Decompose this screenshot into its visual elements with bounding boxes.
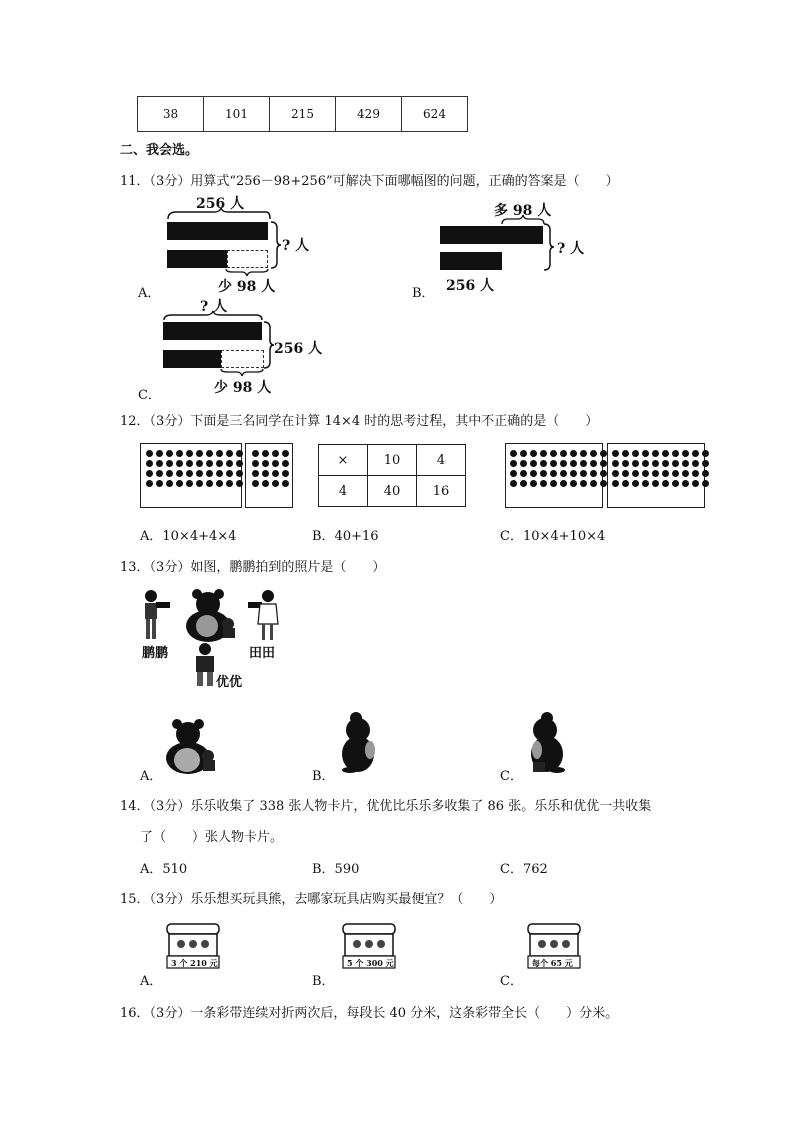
- bear-side-photo-icon: [338, 710, 382, 774]
- dot-icon: [262, 470, 269, 477]
- dot-icon: [682, 470, 689, 477]
- dot-icon: [282, 470, 289, 477]
- dot-icon: [672, 480, 679, 487]
- dot-icon: [570, 450, 577, 457]
- dot-icon: [560, 460, 567, 467]
- dot-icon: [570, 470, 577, 477]
- dot-icon: [510, 480, 517, 487]
- label-question-people: ? 人: [557, 241, 585, 257]
- table-cell: 215: [270, 97, 336, 132]
- dot-icon: [590, 470, 597, 477]
- dot-icon: [166, 460, 173, 467]
- dot-icon: [642, 450, 649, 457]
- dot-icon: [520, 450, 527, 457]
- dot-icon: [272, 460, 279, 467]
- bar-dashed: [227, 250, 268, 268]
- dot-icon: [652, 480, 659, 487]
- option-a-label: A．: [138, 286, 161, 301]
- dot-icon: [272, 480, 279, 487]
- dot-icon: [652, 460, 659, 467]
- table-cell: 4: [417, 445, 466, 476]
- dot-icon: [272, 450, 279, 457]
- bar-dashed: [221, 350, 264, 368]
- bar-top: [440, 226, 543, 244]
- dot-icon: [672, 460, 679, 467]
- label-256-people: 256 人: [446, 278, 495, 294]
- dot-icon: [510, 450, 517, 457]
- shop-c-price: 每个 65 元: [532, 958, 573, 968]
- dot-icon: [530, 450, 537, 457]
- dot-icon: [226, 460, 233, 467]
- dot-icon: [236, 470, 243, 477]
- dot-icon: [206, 450, 213, 457]
- q14-option-c: C．762: [500, 862, 548, 877]
- dot-icon: [702, 480, 709, 487]
- dot-icon: [156, 480, 163, 487]
- bottom-brace-icon: [219, 367, 265, 377]
- label-256-people: 256 人: [196, 196, 245, 212]
- dot-icon: [662, 460, 669, 467]
- q14-stem-line2: 了（ ）张人物卡片。: [140, 830, 284, 845]
- dot-icon: [682, 460, 689, 467]
- dot-icon: [662, 470, 669, 477]
- bar-top: [163, 322, 262, 340]
- dot-icon: [176, 460, 183, 467]
- q13-option-c: C．: [500, 769, 523, 784]
- dot-icon: [196, 460, 203, 467]
- dot-icon: [156, 470, 163, 477]
- dot-icon: [580, 450, 587, 457]
- bar-bottom: [163, 350, 221, 368]
- q15-option-a: A．: [140, 974, 163, 989]
- dot-icon: [590, 480, 597, 487]
- dot-icon: [186, 450, 193, 457]
- multiplication-table: [318, 444, 466, 507]
- dot-icon: [166, 480, 173, 487]
- dot-icon: [176, 480, 183, 487]
- dot-icon: [702, 460, 709, 467]
- dot-icon: [206, 480, 213, 487]
- dot-icon: [682, 480, 689, 487]
- dot-icon: [540, 450, 547, 457]
- q12-option-a: A．10×4+4×4: [140, 529, 237, 544]
- q14-stem-line1: 14．（3分）乐乐收集了 338 张人物卡片，优优比乐乐多收集了 86 张。乐乐和优优一共收集: [120, 799, 652, 814]
- dot-grid-4x4: [245, 443, 293, 508]
- q16-stem: 16．（3分）一条彩带连续对折两次后，每段长 40 分米，这条彩带全长（ ）分米。: [120, 1006, 619, 1021]
- dot-icon: [252, 480, 259, 487]
- dot-icon: [540, 480, 547, 487]
- table-cell: 624: [402, 97, 468, 132]
- dot-icon: [166, 470, 173, 477]
- dot-icon: [642, 460, 649, 467]
- right-brace-icon: [542, 222, 556, 272]
- dot-icon: [252, 450, 259, 457]
- dot-icon: [530, 480, 537, 487]
- dot-icon: [632, 450, 639, 457]
- dot-icon: [216, 470, 223, 477]
- dot-icon: [236, 460, 243, 467]
- name-tiantian: 田田: [249, 646, 276, 661]
- dot-icon: [520, 470, 527, 477]
- dot-icon: [580, 460, 587, 467]
- dot-icon: [590, 460, 597, 467]
- dot-icon: [702, 450, 709, 457]
- dot-icon: [612, 470, 619, 477]
- dot-icon: [662, 480, 669, 487]
- dot-icon: [642, 470, 649, 477]
- shop-a-price: 3 个 210 元: [171, 958, 218, 968]
- dot-icon: [520, 480, 527, 487]
- dot-icon: [642, 480, 649, 487]
- dot-icon: [216, 460, 223, 467]
- top-brace-icon: [166, 207, 276, 221]
- table-cell: 40: [368, 476, 417, 507]
- dot-icon: [196, 480, 203, 487]
- dot-icon: [262, 460, 269, 467]
- dot-icon: [692, 470, 699, 477]
- dot-icon: [540, 470, 547, 477]
- dot-icon: [580, 470, 587, 477]
- dot-icon: [530, 460, 537, 467]
- dot-grid-10x4-b: [607, 443, 705, 508]
- shop-b-price: 5 个 300 元: [347, 958, 394, 968]
- dot-icon: [632, 480, 639, 487]
- q15-option-b: B．: [312, 974, 335, 989]
- dot-icon: [662, 450, 669, 457]
- bar-top: [167, 222, 268, 240]
- label-question-people: ? 人: [200, 299, 228, 315]
- dot-icon: [252, 460, 259, 467]
- bear-back-icon: [183, 588, 239, 642]
- dot-icon: [186, 460, 193, 467]
- dot-icon: [176, 470, 183, 477]
- option-c-label: C．: [138, 388, 161, 403]
- kid-back-icon: [192, 642, 218, 694]
- dot-icon: [166, 450, 173, 457]
- q11-stem: 11．（3分）用算式“256－98+256”可解决下面哪幅图的问题，正确的答案是（ ）: [120, 174, 619, 189]
- dot-icon: [672, 450, 679, 457]
- option-b-label: B．: [412, 286, 435, 301]
- table-cell: 16: [417, 476, 466, 507]
- q15-option-c: C．: [500, 974, 523, 989]
- dot-icon: [600, 450, 607, 457]
- dot-icon: [692, 460, 699, 467]
- dot-icon: [262, 480, 269, 487]
- section-title: 二、我会选。: [120, 143, 199, 158]
- table-cell: 429: [336, 97, 402, 132]
- dot-icon: [530, 470, 537, 477]
- dot-icon: [146, 450, 153, 457]
- q13-stem: 13．（3分）如图，鹏鹏拍到的照片是（ ）: [120, 560, 386, 575]
- table-cell: ×: [319, 445, 368, 476]
- dot-icon: [632, 470, 639, 477]
- name-pengpeng: 鹏鹏: [142, 646, 169, 661]
- dot-icon: [550, 450, 557, 457]
- dot-icon: [216, 450, 223, 457]
- label-less-98: 少 98 人: [214, 380, 272, 396]
- q15-stem: 15．（3分）乐乐想买玩具熊，去哪家玩具店购买最便宜？（ ）: [120, 892, 503, 907]
- table-cell: 101: [204, 97, 270, 132]
- girl-with-camera-icon: [246, 588, 280, 644]
- dot-icon: [156, 450, 163, 457]
- dot-icon: [622, 470, 629, 477]
- bar-bottom: [167, 250, 227, 268]
- dot-icon: [652, 470, 659, 477]
- q14-option-b: B．590: [312, 862, 360, 877]
- dot-icon: [226, 480, 233, 487]
- dot-icon: [600, 460, 607, 467]
- dot-grid-10x4: [140, 443, 242, 508]
- name-youyou: 优优: [216, 675, 243, 690]
- dot-icon: [612, 480, 619, 487]
- top-brace-icon: [500, 214, 546, 226]
- dot-icon: [550, 470, 557, 477]
- dot-icon: [262, 450, 269, 457]
- dot-icon: [580, 480, 587, 487]
- dot-icon: [226, 470, 233, 477]
- dot-icon: [146, 480, 153, 487]
- dot-icon: [612, 460, 619, 467]
- dot-icon: [206, 470, 213, 477]
- dot-icon: [216, 480, 223, 487]
- dot-icon: [622, 480, 629, 487]
- dot-icon: [652, 450, 659, 457]
- dot-icon: [236, 480, 243, 487]
- dot-icon: [282, 450, 289, 457]
- dot-icon: [590, 450, 597, 457]
- dot-icon: [672, 470, 679, 477]
- dot-grid-10x4-a: [505, 443, 603, 508]
- label-less-98: 少 98 人: [218, 279, 276, 295]
- dot-icon: [176, 450, 183, 457]
- dot-icon: [156, 460, 163, 467]
- q12-stem: 12．（3分）下面是三名同学在计算 14×4 时的思考过程，其中不正确的是（ ）: [120, 414, 599, 429]
- kid-with-camera-icon: [140, 588, 174, 644]
- dot-icon: [600, 480, 607, 487]
- bar-bottom: [440, 252, 502, 270]
- dot-icon: [692, 450, 699, 457]
- dot-icon: [622, 460, 629, 467]
- dot-icon: [570, 460, 577, 467]
- dot-icon: [282, 460, 289, 467]
- dot-icon: [206, 460, 213, 467]
- dot-icon: [692, 480, 699, 487]
- dot-icon: [520, 460, 527, 467]
- dot-icon: [272, 470, 279, 477]
- dot-icon: [226, 450, 233, 457]
- table-cell: 38: [138, 97, 204, 132]
- dot-icon: [236, 450, 243, 457]
- dot-icon: [682, 450, 689, 457]
- dot-icon: [600, 470, 607, 477]
- dot-icon: [252, 470, 259, 477]
- q14-option-a: A．510: [140, 862, 188, 877]
- number-table: [137, 96, 468, 132]
- dot-icon: [146, 470, 153, 477]
- dot-icon: [146, 460, 153, 467]
- bear-front-photo-icon: [163, 718, 221, 774]
- dot-icon: [570, 480, 577, 487]
- label-more-98: 多 98 人: [494, 203, 552, 219]
- dot-icon: [550, 460, 557, 467]
- bear-side-dog-photo-icon: [525, 710, 569, 776]
- dot-icon: [186, 480, 193, 487]
- dot-icon: [560, 480, 567, 487]
- table-cell: 4: [319, 476, 368, 507]
- q12-option-c: C．10×4+10×4: [500, 529, 606, 544]
- top-brace-icon: [162, 310, 266, 322]
- dot-icon: [632, 460, 639, 467]
- dot-icon: [702, 470, 709, 477]
- table-cell: 10: [368, 445, 417, 476]
- dot-icon: [560, 470, 567, 477]
- label-256-people: 256 人: [274, 341, 323, 357]
- dot-icon: [510, 470, 517, 477]
- q13-option-b: B．: [312, 769, 335, 784]
- dot-icon: [560, 450, 567, 457]
- dot-icon: [196, 450, 203, 457]
- dot-icon: [510, 460, 517, 467]
- label-question-people: ? 人: [282, 238, 310, 254]
- q12-option-b: B．40+16: [312, 529, 379, 544]
- dot-icon: [612, 450, 619, 457]
- dot-icon: [196, 470, 203, 477]
- dot-icon: [540, 460, 547, 467]
- q13-option-a: A．: [140, 769, 163, 784]
- dot-icon: [622, 450, 629, 457]
- dot-icon: [186, 470, 193, 477]
- right-brace-icon: [269, 220, 283, 270]
- dot-icon: [550, 480, 557, 487]
- dot-icon: [282, 480, 289, 487]
